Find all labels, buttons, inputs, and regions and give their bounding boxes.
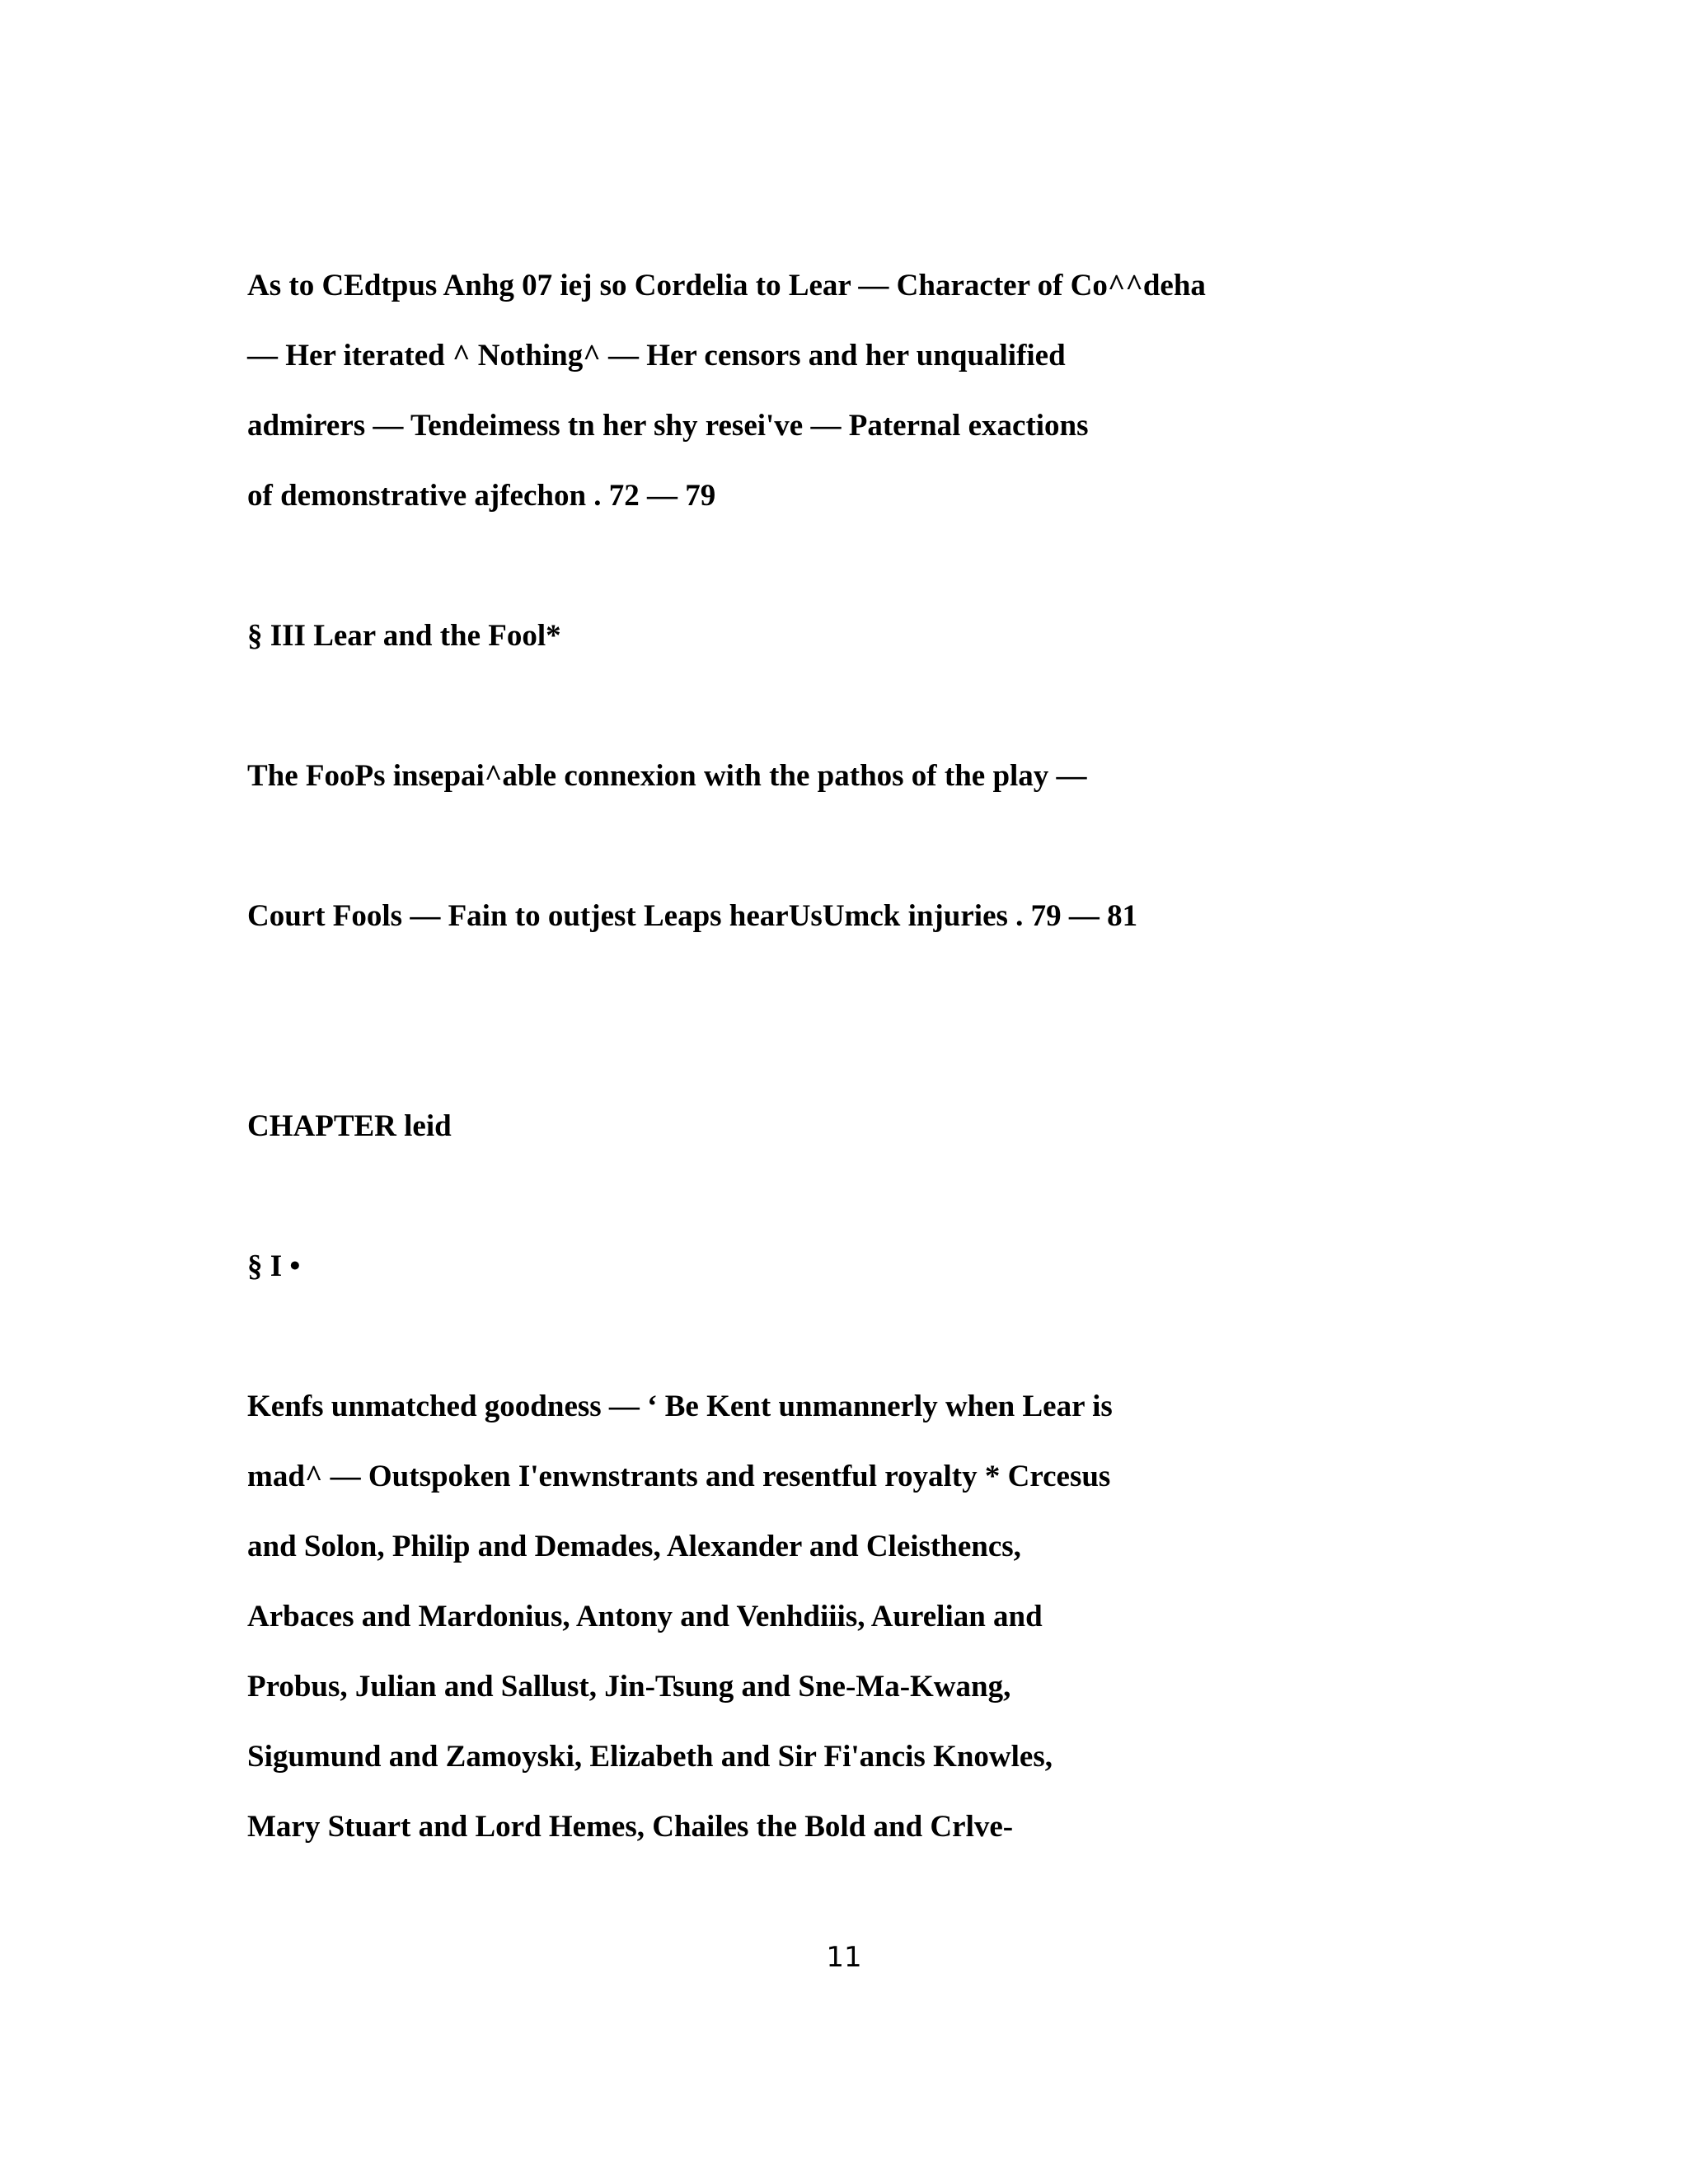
text-line-3: admirers — Tendeimess tn her shy resei've — Paternal exactions: [247, 409, 1089, 443]
section-heading-i: § I •: [247, 1249, 301, 1283]
text-line-4: of demonstrative ajfechon . 72 — 79: [247, 479, 716, 513]
text-line-12: and Solon, Philip and Demades, Alexander and Cleisthencs,: [247, 1530, 1021, 1563]
text-line-1: As to CEdtpus Anhg 07 iej so Cordelia to Lear — Character of Co^^deha: [247, 269, 1206, 302]
text-line-13: Arbaces and Mardonius, Antony and Venhdiiis, Aurelian and: [247, 1600, 1043, 1633]
text-line-15: Sigumund and Zamoyski, Elizabeth and Sir Fi'ancis Knowles,: [247, 1740, 1053, 1774]
page-number: 11: [826, 1941, 862, 1974]
text-line-2: — Her iterated ^ Nothing^ — Her censors and her unqualified: [247, 339, 1066, 373]
section-heading-iii: § III Lear and the Fool*: [247, 619, 561, 653]
text-line-14: Probus, Julian and Sallust, Jin-Tsung and Sne-Ma-Kwang,: [247, 1670, 1011, 1704]
text-line-7: Court Fools — Fain to outjest Leaps hearUsUmck injuries . 79 — 81: [247, 899, 1138, 933]
text-line-16: Mary Stuart and Lord Hemes, Chailes the Bold and Crlve-: [247, 1810, 1014, 1844]
chapter-heading: CHAPTER leid: [247, 1109, 452, 1143]
text-line-10: Kenfs unmatched goodness — ‘ Be Kent unmannerly when Lear is: [247, 1390, 1113, 1423]
text-line-11: mad^ — Outspoken I'enwnstrants and resentful royalty * Crcesus: [247, 1460, 1111, 1493]
text-line-6: The FooPs insepai^able connexion with the pathos of the play —: [247, 759, 1087, 793]
